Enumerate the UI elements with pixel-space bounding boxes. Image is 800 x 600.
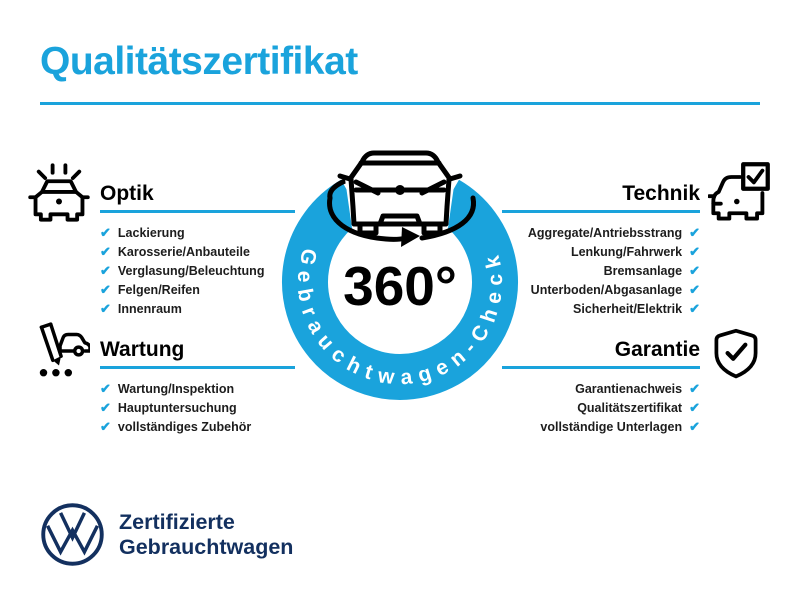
check-icon: ✔ (100, 225, 111, 240)
check-item-label: Garantienachweis (575, 381, 683, 396)
car-checkbox-icon (708, 161, 772, 225)
check-item-label: Innenraum (117, 301, 182, 316)
sparkling-car-icon (27, 161, 91, 225)
brand-footer (40, 502, 293, 567)
check-item-label: Hauptuntersuchung (117, 400, 237, 415)
page-title: Qualitätszertifikat (40, 40, 358, 83)
check-item-label: Aggregate/Antriebsstrang (527, 225, 683, 240)
vw-logo (40, 502, 105, 567)
ring-label: Gebrauchtwagen-Check (292, 246, 508, 390)
check-item-label: Wartung/Inspektion (117, 381, 235, 396)
check-icon: ✔ (100, 400, 111, 415)
brand-line-1: Zertifizierte (119, 510, 235, 534)
degree-label: 360° (343, 255, 457, 317)
section-title-garantie: Garantie (614, 338, 700, 361)
check-item-label: Sicherheit/Elektrik (573, 301, 683, 316)
car-360-rotation-icon (340, 151, 460, 233)
check-icon: ✔ (100, 301, 111, 316)
brand-text (119, 510, 293, 559)
check-icon: ✔ (689, 225, 700, 240)
check-item-label: Lenkung/Fahrwerk (570, 244, 683, 259)
header-divider (40, 102, 760, 105)
check-item-label: Lackierung (117, 225, 185, 240)
service-checklist-car-icon (28, 320, 90, 382)
check-icon: ✔ (689, 301, 700, 316)
360-check-medallion (250, 132, 550, 432)
shield-check-icon (708, 326, 764, 384)
check-item-label: vollständiges Zubehör (117, 419, 252, 434)
check-icon: ✔ (100, 381, 111, 396)
brand-line-2: Gebrauchtwagen (119, 534, 294, 559)
check-item-label: Karosserie/Anbauteile (117, 244, 250, 259)
check-icon: ✔ (100, 244, 111, 259)
section-title-wartung: Wartung (100, 338, 185, 361)
section-title-optik: Optik (100, 182, 154, 205)
check-icon: ✔ (689, 400, 700, 415)
check-icon: ✔ (689, 282, 700, 297)
section-title-technik: Technik (622, 182, 700, 205)
check-icon: ✔ (100, 263, 111, 278)
check-icon: ✔ (689, 244, 700, 259)
check-icon: ✔ (689, 263, 700, 278)
check-item-label: Felgen/Reifen (117, 282, 200, 297)
check-item-label: Unterboden/Abgasanlage (530, 282, 683, 297)
check-icon: ✔ (689, 419, 700, 434)
check-item-label: Qualitätszertifikat (577, 400, 683, 415)
check-item-label: Verglasung/Beleuchtung (117, 263, 265, 278)
check-item-label: vollständige Unterlagen (540, 419, 683, 434)
check-icon: ✔ (100, 419, 111, 434)
check-icon: ✔ (100, 282, 111, 297)
check-item-label: Bremsanlage (603, 263, 683, 278)
check-icon: ✔ (689, 381, 700, 396)
